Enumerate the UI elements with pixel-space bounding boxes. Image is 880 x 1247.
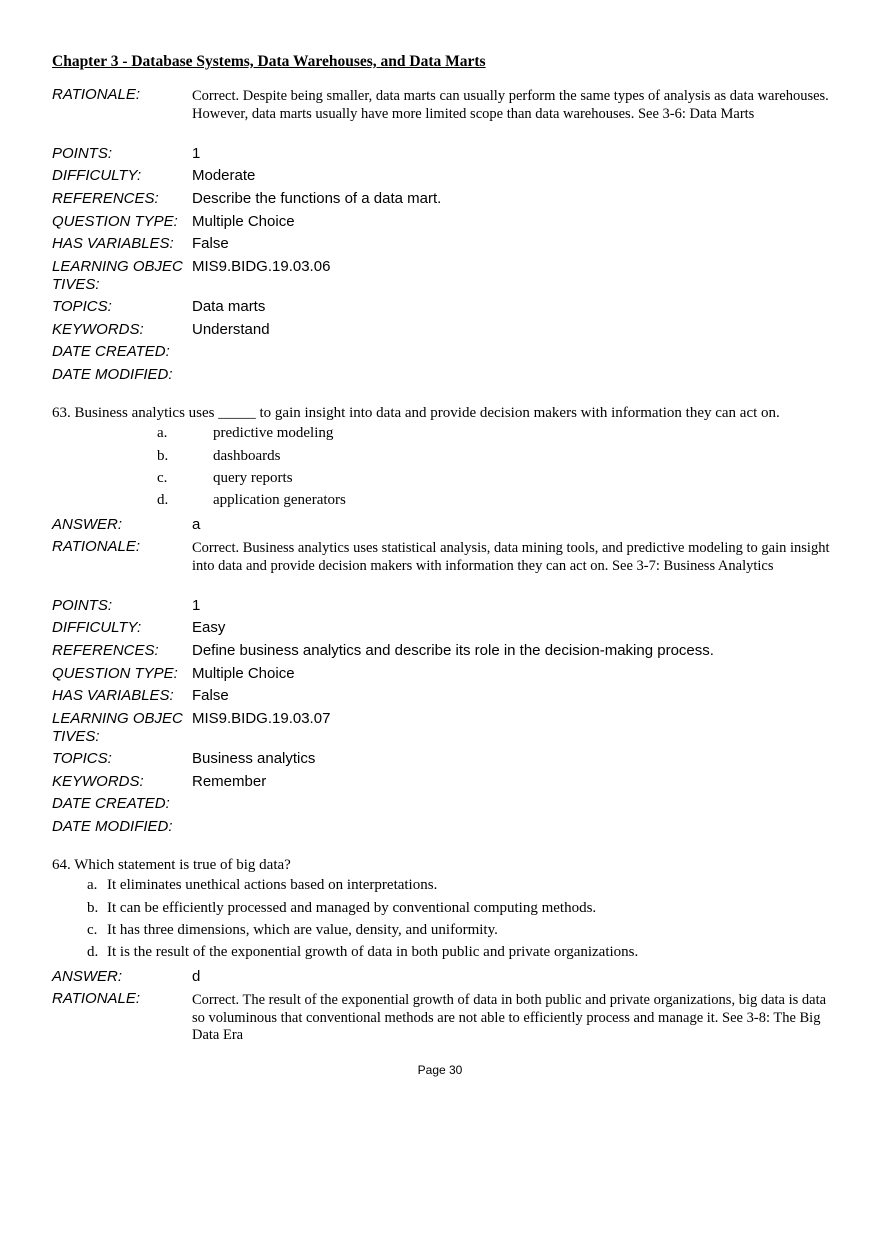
q64-choice-text: It is the result of the exponential growth of data in both public and private organizations. (107, 944, 639, 960)
q64-choice-text: It eliminates unethical actions based on interpretations. (107, 877, 438, 893)
q63-choice-text: dashboards (213, 448, 281, 464)
answer-label: ANSWER: (52, 516, 123, 533)
rationale-label: RATIONALE: (52, 990, 141, 1007)
date-modified-label: DATE MODIFIED: (52, 366, 173, 383)
references-label: REFERENCES: (52, 190, 159, 207)
learning-objectives-value: MIS9.BIDG.19.03.07 (192, 710, 331, 727)
learning-objectives-value: MIS9.BIDG.19.03.06 (192, 258, 331, 275)
points-value: 1 (192, 597, 201, 614)
rationale-text: Correct. Business analytics uses statistical analysis, data mining tools, and predictive modeling to gain insight into data and provide decision makers with information they can act on. See 3-7: Business Analytics (192, 540, 830, 574)
keywords-value: Remember (192, 773, 267, 790)
rationale-text: Correct. Despite being smaller, data marts can usually perform the same types of analysis as data warehouses. However, data marts usually have more limited scope than data warehouses. See 3-6: Data Marts (192, 88, 829, 122)
difficulty-label: DIFFICULTY: (52, 167, 142, 184)
q64-choice-letter: d. (87, 944, 99, 960)
topics-value: Business analytics (192, 750, 316, 767)
references-value: Define business analytics and describe its role in the decision-making process. (192, 642, 714, 659)
references-value: Describe the functions of a data mart. (192, 190, 442, 207)
q63-choice-letter: a. (157, 425, 168, 441)
has-variables-label: HAS VARIABLES: (52, 235, 174, 252)
rationale-label: RATIONALE: (52, 538, 141, 555)
question-63-text: 63. Business analytics uses _____ to gain insight into data and provide decision makers with information they can act on. (52, 405, 780, 421)
q63-choice-letter: d. (157, 492, 169, 508)
rationale-row (52, 990, 842, 1046)
q64-choice-letter: b. (87, 900, 99, 916)
page-number: Page 30 (417, 1063, 463, 1077)
rationale-text: Correct. The result of the exponential growth of data in both public and private organizations, big data is data so voluminous that conventional methods are not able to efficiently process and manage it. See 3-8: The Big Data Era (192, 992, 827, 1043)
chapter-title: Chapter 3 - Database Systems, Data Warehouses, and Data Marts (52, 53, 486, 70)
q63-choice-text: application generators (213, 492, 346, 508)
rationale-label: RATIONALE: (52, 86, 141, 103)
keywords-label: KEYWORDS: (52, 773, 144, 790)
date-created-label: DATE CREATED: (52, 343, 170, 360)
q64-choice-text: It has three dimensions, which are value, density, and uniformity. (107, 922, 498, 938)
topics-label: TOPICS: (52, 298, 112, 315)
q63-choice-text: predictive modeling (213, 425, 334, 441)
date-created-label: DATE CREATED: (52, 795, 170, 812)
difficulty-value: Easy (192, 619, 226, 636)
answer-label: ANSWER: (52, 968, 123, 985)
topics-value: Data marts (192, 298, 266, 315)
question-type-label: QUESTION TYPE: (52, 665, 178, 682)
question-type-label: QUESTION TYPE: (52, 213, 178, 230)
answer-value: d (192, 968, 201, 985)
points-label: POINTS: (52, 145, 113, 162)
has-variables-value: False (192, 687, 229, 704)
points-label: POINTS: (52, 597, 113, 614)
date-modified-label: DATE MODIFIED: (52, 818, 173, 835)
points-value: 1 (192, 145, 201, 162)
difficulty-label: DIFFICULTY: (52, 619, 142, 636)
q63-choice-letter: c. (157, 470, 168, 486)
q64-choice-text: It can be efficiently processed and managed by conventional computing methods. (107, 900, 597, 916)
learning-objectives-label: LEARNING OBJECTIVES: (52, 710, 183, 745)
q64-choice-letter: c. (87, 922, 98, 938)
difficulty-value: Moderate (192, 167, 256, 184)
has-variables-label: HAS VARIABLES: (52, 687, 174, 704)
question-64-text: 64. Which statement is true of big data? (52, 857, 291, 873)
rationale-row (52, 538, 842, 594)
q63-choice-letter: b. (157, 448, 169, 464)
rationale-row (52, 86, 842, 142)
question-type-value: Multiple Choice (192, 665, 295, 682)
references-label: REFERENCES: (52, 642, 159, 659)
question-type-value: Multiple Choice (192, 213, 295, 230)
q63-choice-text: query reports (213, 470, 293, 486)
topics-label: TOPICS: (52, 750, 112, 767)
has-variables-value: False (192, 235, 229, 252)
learning-objectives-label: LEARNING OBJECTIVES: (52, 258, 183, 293)
answer-value: a (192, 516, 201, 533)
keywords-label: KEYWORDS: (52, 321, 144, 338)
q64-choice-letter: a. (87, 877, 98, 893)
keywords-value: Understand (192, 321, 270, 338)
